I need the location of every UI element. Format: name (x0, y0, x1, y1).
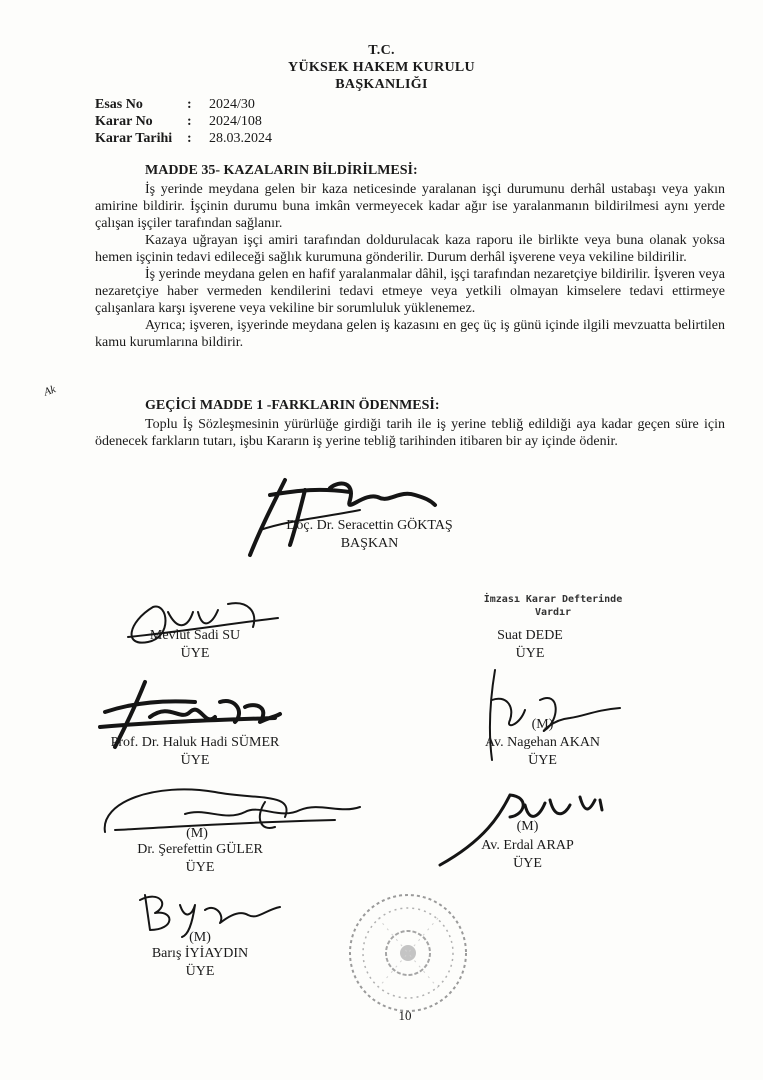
article-35-paragraph: Kazaya uğrayan işçi amiri tarafından doldurulacak kaza raporu ile birlikte veya buna olanak yoksa hemen işçinin tedavi edileceği sağlık kurumuna gönderilir. Durum derhâl işverene veya vekiline bildirilir. (95, 233, 725, 265)
member-6-name: Av. Erdal ARAP (481, 838, 574, 853)
chair-name: Doç. Dr. Seracettin GÖKTAŞ (286, 518, 453, 533)
temporary-article-1-title: GEÇİCİ MADDE 1 -FARKLARIN ÖDENMESİ: (145, 398, 440, 413)
member-4-role: ÜYE (528, 753, 557, 768)
meta-case-no: Esas No : 2024/30 (95, 97, 255, 112)
temporary-article-1 (95, 397, 725, 450)
member-5-mark: (M) (186, 826, 208, 841)
member-7-mark: (M) (189, 930, 211, 945)
member-5-signature (95, 772, 365, 847)
member-4-mark: (M) (531, 717, 554, 732)
member-7-role: ÜYE (185, 964, 215, 979)
member-2-stamp: İmzası Karar Defterinde Vardır (483, 594, 623, 618)
member-6-mark: (M) (516, 819, 539, 834)
member-1-name: Mevlüt Sadi SU (149, 628, 241, 643)
meta-decision-no: Karar No : 2024/108 (95, 114, 262, 129)
article-35-paragraph: İş yerinde meydana gelen bir kaza neticesinde yaralanan işçi durumunu derhâl ustabaşı veya yakın amirine bildirir. İşçinin durumu buna imkân vermeyecek kadar ağır ise yaralanmanın bildirilmesi aynı yerde çalışan işçiler tarafından sağlanır. (95, 182, 725, 231)
meta-decision-date: Karar Tarihi : 28.03.2024 (95, 131, 272, 146)
article-35-paragraph: İş yerinde meydana gelen en hafif yaralanmalar dâhil, işçi tarafından nezaretçiye bildirilir. İşveren veya nezaretçiye haber vermeden kendilerini tedavi etmeye veya yetkili olmayan kimselere tedavi ettirmeye çalışanlara karşı işverene veya vekiline bir sorumluluk yüklenemez. (95, 267, 725, 316)
official-seal (338, 888, 478, 1018)
header-presidency: BAŞKANLIĞI (335, 77, 428, 92)
member-1-role: ÜYE (180, 646, 210, 661)
member-6-role: ÜYE (513, 856, 542, 871)
header-tc: T.C. (368, 43, 395, 58)
member-2-role: ÜYE (515, 646, 545, 661)
article-35-title: MADDE 35- KAZALARIN BİLDİRİLMESİ: (145, 163, 418, 178)
page-number: 10 (398, 1008, 412, 1023)
article-35-paragraph: Ayrıca; işveren, işyerinde meydana gelen iş kazasını en geç üç iş günü içinde ilgili mevzuatta belirtilen kamu kurumlarına bildirir. (95, 318, 725, 350)
member-2-name: Suat DEDE (497, 628, 563, 643)
margin-note: Ak (42, 383, 58, 399)
member-5-name: Dr. Şerefettin GÜLER (137, 842, 263, 857)
member-3-role: ÜYE (180, 753, 210, 768)
chair-role: BAŞKAN (340, 536, 399, 551)
temporary-article-1-paragraph: Toplu İş Sözleşmesinin yürürlüğe girdiği tarih ile iş yerine tebliğ edildiği aya kadar geçen süre için ödenecek farkların tutarı, işbu Kararın iş yerine tebliğ tarihinden itibaren bir ay içinde ödenir. (95, 417, 725, 449)
member-7-name: Barış İYİAYDIN (151, 946, 249, 961)
member-5-role: ÜYE (185, 860, 215, 875)
member-3-name: Prof. Dr. Haluk Hadi SÜMER (110, 735, 280, 750)
header-institution: YÜKSEK HAKEM KURULU (288, 60, 475, 75)
article-35 (95, 162, 725, 351)
member-4-name: Av. Nagehan AKAN (484, 735, 601, 750)
